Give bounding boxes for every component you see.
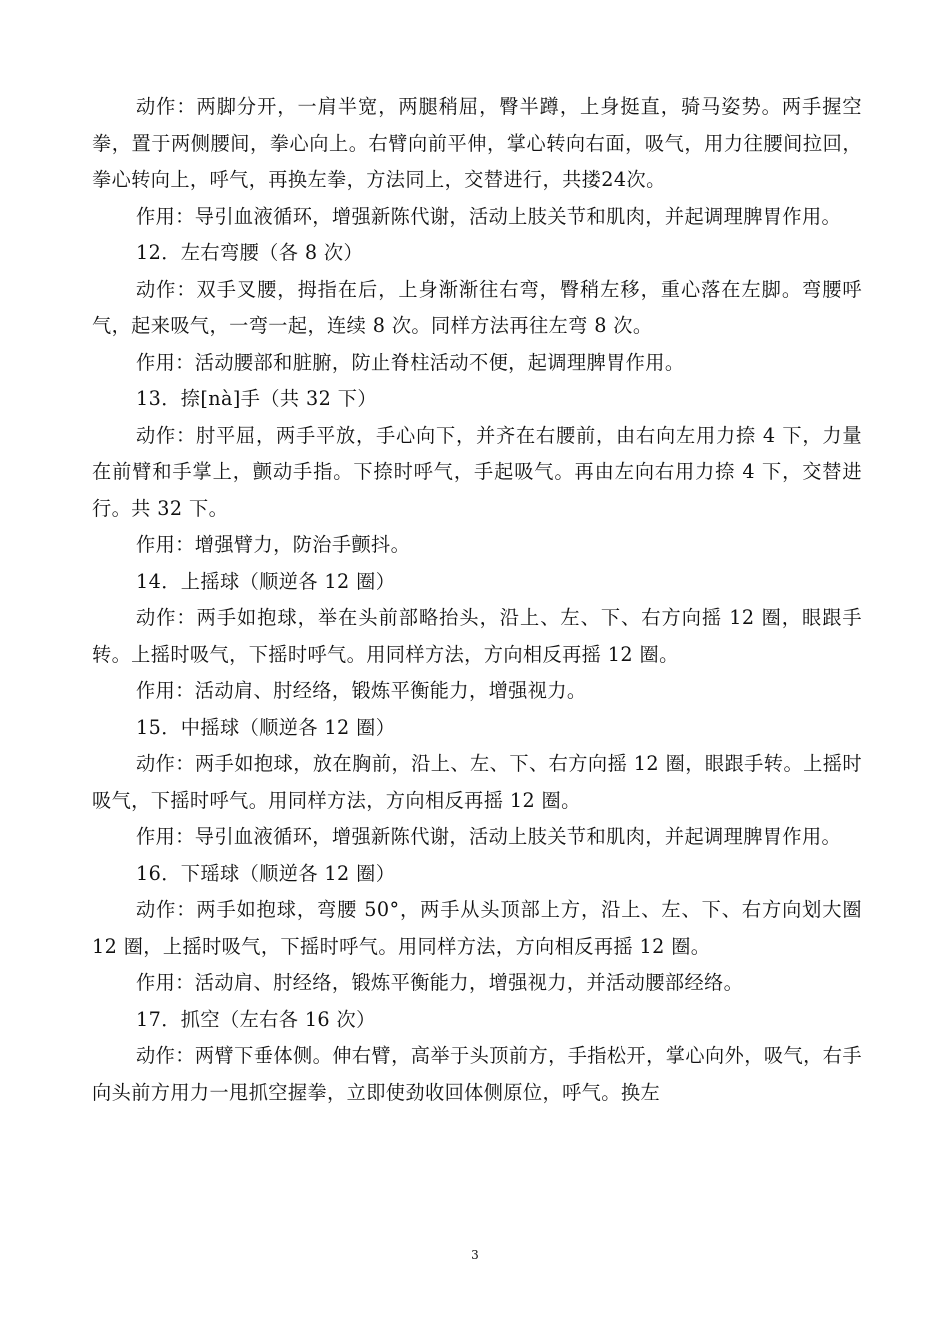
- paragraph-effect-14: 作用：活动肩、肘经络，锻炼平衡能力，增强视力。: [136, 679, 587, 702]
- paragraph-movement-13: 动作：肘平屈，两手平放，手心向下，并齐在右腰前，由右向左用力捺 4 下，力量在前臂和手掌上，颤动手指。下捺时呼气，手起吸气。再由左向右用力捺 4 下，交替进行。共 32 下。: [92, 423, 862, 520]
- paragraph-movement-16: 动作：两手如抱球，弯腰 50°，两手从头顶部上方，沿上、左、下、右方向划大圈 12 圈，上摇时吸气，下摇时呼气。用同样方法，方向相反再摇 12 圈。: [92, 898, 862, 958]
- paragraph-movement-14: 动作：两手如抱球，举在头前部略抬头，沿上、左、下、右方向摇 12 圈，眼跟手转。上摇时吸气，下摇时呼气。用同样方法，方向相反再摇 12 圈。: [92, 606, 862, 666]
- paragraph-effect-11: 作用：导引血液循环，增强新陈代谢，活动上肢关节和肌肉，并起调理脾胃作用。: [136, 204, 842, 228]
- section-heading-12: 12．左右弯腰（各 8 次）: [136, 241, 364, 264]
- section-heading-13: 13．捺[nà]手（共 32 下）: [136, 387, 377, 410]
- paragraph-movement-17: 动作：两臂下垂体侧。伸右臂，高举于头顶前方，手指松开，掌心向外，吸气，右手向头前方用力一甩抓空握拳，立即使劲收回体侧原位，呼气。换左: [92, 1044, 862, 1104]
- section-heading-17: 17．抓空（左右各 16 次）: [136, 1007, 376, 1031]
- section-heading-15: 15．中摇球（顺逆各 12 圈）: [136, 715, 396, 739]
- paragraph-effect-15: 作用：导引血液循环，增强新陈代谢，活动上肢关节和肌肉，并起调理脾胃作用。: [136, 825, 842, 848]
- paragraph-movement-11: 动作：两脚分开，一肩半宽，两腿稍屈，臀半蹲，上身挺直，骑马姿势。两手握空拳，置于两侧腰间，拳心向上。右臂向前平伸，掌心转向右面，吸气，用力往腰间拉回，拳心转向上，呼气，再换左拳，方法同上，交替进行，共搂24次。: [92, 95, 862, 191]
- paragraph-movement-15: 动作：两手如抱球，放在胸前，沿上、左、下、右方向摇 12 圈，眼跟手转。上摇时吸气，下摇时呼气。用同样方法，方向相反再摇 12 圈。: [92, 752, 862, 812]
- section-heading-14: 14．上摇球（顺逆各 12 圈）: [136, 569, 396, 593]
- paragraph-effect-13: 作用：增强臂力，防治手颤抖。: [136, 533, 411, 556]
- page-number: 3: [471, 1248, 479, 1262]
- paragraph-movement-12: 动作：双手叉腰，拇指在后，上身渐渐往右弯，臀稍左移，重心落在左脚。弯腰呼气，起来吸气，一弯一起，连续 8 次。同样方法再往左弯 8 次。: [92, 277, 862, 337]
- paragraph-effect-12: 作用：活动腰部和脏腑，防止脊柱活动不便，起调理脾胃作用。: [136, 350, 685, 374]
- page-body: [92, 89, 862, 1111]
- paragraph-effect-16: 作用：活动肩、肘经络，锻炼平衡能力，增强视力，并活动腰部经络。: [136, 971, 744, 994]
- section-heading-16: 16．下瑶球（顺逆各 12 圈）: [136, 861, 396, 885]
